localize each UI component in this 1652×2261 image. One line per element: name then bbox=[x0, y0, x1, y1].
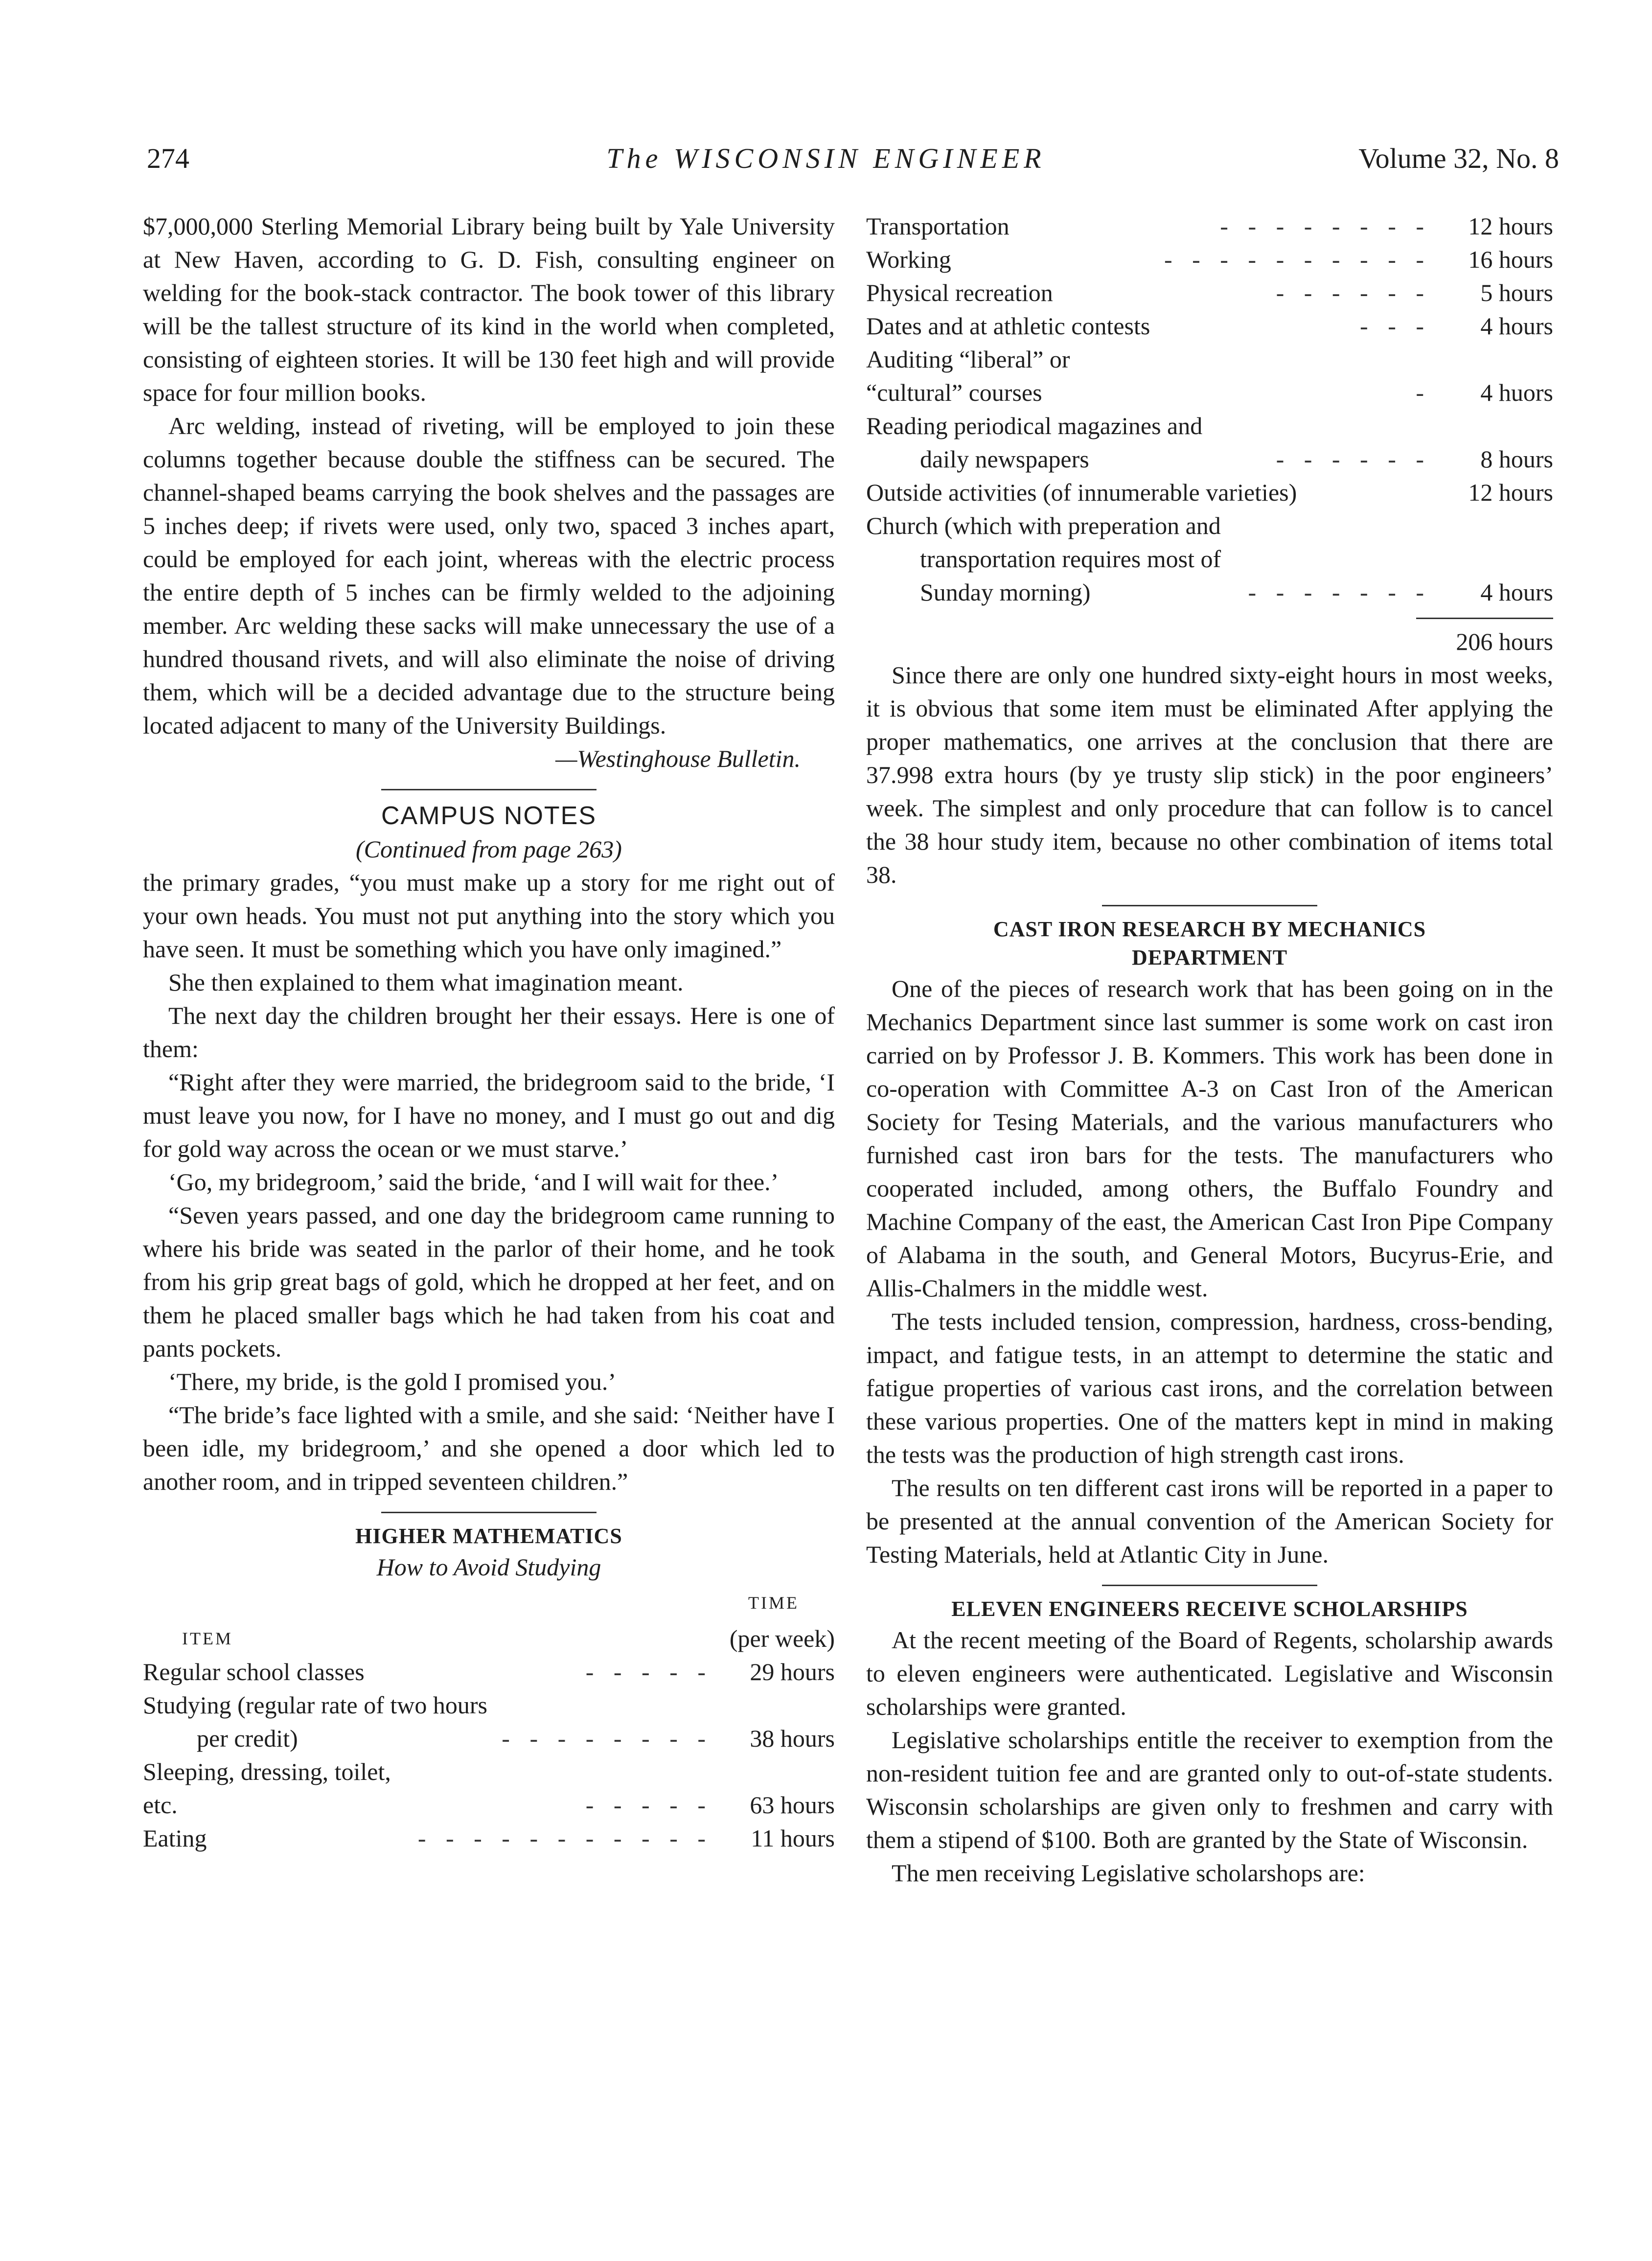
scholarship-paragraph: The men receiving Legislative scholarshops are: bbox=[892, 1859, 1365, 1887]
volume-info: Volume 32, No. 8 bbox=[1358, 142, 1559, 174]
row-item: Auditing “liberal” or “cultural” courses bbox=[866, 346, 1070, 406]
campus-paragraph: The next day the children brought her their essays. Here is one of them: bbox=[143, 1002, 835, 1062]
time-column-header: TIME bbox=[748, 1593, 799, 1613]
continued-note: (Continued from page 263) bbox=[356, 835, 622, 863]
scholarships-title: ELEVEN ENGINEERS RECEIVE SCHOLARSHIPS bbox=[951, 1597, 1468, 1621]
leader-dots: - - - bbox=[1360, 312, 1431, 340]
time-unit-header: (per week) bbox=[729, 1625, 835, 1652]
table-row bbox=[143, 1688, 835, 1722]
table-row bbox=[866, 409, 1553, 442]
attribution: —Westinghouse Bulletin. bbox=[555, 745, 801, 772]
leader-dots: - - - - - - - - - - - bbox=[417, 1824, 712, 1852]
row-item: daily newspapers bbox=[920, 445, 1089, 473]
row-hours: 4 hours bbox=[1480, 578, 1553, 606]
table-row bbox=[143, 1755, 835, 1822]
section-divider bbox=[1102, 1585, 1317, 1586]
table-row bbox=[143, 1822, 835, 1855]
section-divider bbox=[381, 1512, 597, 1513]
page-header bbox=[0, 142, 1652, 181]
higher-math-subtitle: How to Avoid Studying bbox=[376, 1553, 601, 1581]
leader-dots: - - - - - - - - bbox=[502, 1725, 712, 1752]
table-row bbox=[866, 309, 1553, 343]
right-column bbox=[866, 209, 1553, 1890]
sum-rule bbox=[1416, 618, 1553, 619]
cast-iron-paragraph: The tests included tension, compression, hardness, cross-bending, impact, and fatigue tests, in an attempt to determine the static and fatigue properties of various cast irons, and the correlation between these various properties. One of the matters kept in mind in making the tests was the production of high strength cast irons. bbox=[866, 1308, 1553, 1468]
leader-dots: - - - - - - bbox=[1276, 445, 1431, 473]
table-row bbox=[866, 243, 1553, 276]
row-hours: 11 hours bbox=[751, 1824, 835, 1852]
campus-paragraph: “Right after they were married, the bridegroom said to the bride, ‘I must leave you now, for I have no money, and I must go out and dig for gold way across the ocean or we must starve.’ bbox=[143, 1068, 835, 1162]
cast-iron-title bbox=[866, 915, 1553, 972]
table-row bbox=[866, 542, 1553, 576]
row-hours: 38 hours bbox=[750, 1725, 835, 1752]
table-row bbox=[866, 442, 1553, 476]
campus-paragraph: ‘There, my bride, is the gold I promised you.’ bbox=[168, 1368, 617, 1395]
leader-dots: - - - - - - - - - - bbox=[1164, 246, 1431, 273]
row-item: Reading periodical magazines and bbox=[866, 412, 1203, 439]
library-paragraph-1: $7,000,000 Sterling Memorial Library being built by Yale University at New Haven, according to G. D. Fish, consulting engineer on welding for the book-stack contractor. The book tower of this library will be the tallest structure of its kind in the world when completed, consisting of eighteen stories. It will be 130 feet high and will provide space for four million books. bbox=[143, 212, 835, 406]
row-hours: 8 hours bbox=[1480, 445, 1553, 473]
row-item: Church (which with preperation and bbox=[866, 512, 1221, 539]
hours-table-left bbox=[143, 1584, 835, 1855]
row-hours: 4 huors bbox=[1480, 379, 1553, 406]
row-item: Dates and at athletic contests bbox=[866, 312, 1150, 340]
row-hours: 12 hours bbox=[1468, 479, 1553, 506]
table-row bbox=[866, 343, 1553, 409]
campus-paragraph: ‘Go, my bridegroom,’ said the bride, ‘and I will wait for thee.’ bbox=[168, 1168, 779, 1196]
table-row bbox=[866, 509, 1553, 542]
row-hours: 63 hours bbox=[750, 1791, 835, 1819]
table-row bbox=[866, 576, 1553, 609]
campus-notes-title: CAMPUS NOTES bbox=[381, 802, 597, 830]
cast-iron-title-line-2: DEPARTMENT bbox=[1131, 946, 1288, 969]
leader-dots: - - - - - - - bbox=[1248, 578, 1431, 606]
higher-math-title: HIGHER MATHEMATICS bbox=[355, 1524, 622, 1548]
journal-title: The WISCONSIN ENGINEER bbox=[606, 142, 1046, 174]
leader-dots: - - - - - bbox=[585, 1791, 712, 1819]
library-paragraph-2: Arc welding, instead of riveting, will be employed to join these columns together because double the stiffness can be secured. The channel-shaped beams carrying the book shelves and the passages are 5 inches deep; if rivets were used, only two, spaced 3 inches apart, could be employed for each joint, whereas with the electric process the entire depth of 5 inches can be firmly welded to the adjoining member. Arc welding these sacks will make unnecessary the use of a hundred thousand rivets, and will also eliminate the noise of driving them, which will be a decided advantage due to the structure being located adjacent to many of the University Buildings. bbox=[143, 412, 835, 739]
hours-table-right bbox=[866, 209, 1553, 609]
row-hours: 16 hours bbox=[1468, 246, 1553, 273]
table-row bbox=[866, 476, 1553, 509]
row-hours: 4 hours bbox=[1480, 312, 1553, 340]
leader-dots: - - - - - bbox=[585, 1658, 712, 1685]
campus-paragraph: “Seven years passed, and one day the bridegroom came running to where his bride was seated in the parlor of their home, and he took from his grip great bags of gold, which he dropped at her feet, and on them he placed smaller bags which he had taken from his coat and pants pockets. bbox=[143, 1201, 835, 1362]
campus-paragraph: “The bride’s face lighted with a smile, and she said: ‘Neither have I been idle, my bridegroom,’ and she opened a door which led to another room, and in tripped seventeen children.” bbox=[143, 1401, 835, 1495]
row-item: Transportation bbox=[866, 212, 1010, 240]
row-hours: 12 hours bbox=[1468, 212, 1553, 240]
leader-dots: - bbox=[1416, 379, 1431, 406]
row-item: transportation requires most of bbox=[920, 545, 1221, 573]
row-item: Eating bbox=[143, 1824, 207, 1852]
row-item: Working bbox=[866, 246, 951, 273]
table-row bbox=[143, 1655, 835, 1688]
page-number: 274 bbox=[147, 142, 189, 174]
row-item: Outside activities (of innumerable varieties) bbox=[866, 479, 1297, 506]
scholarship-paragraph: At the recent meeting of the Board of Regents, scholarship awards to eleven engineers were authenticated. Legislative and Wisconsin scholarships were granted. bbox=[866, 1626, 1553, 1720]
cast-iron-paragraph: One of the pieces of research work that has been going on in the Mechanics Department since last summer is some work on cast iron carried on by Professor J. B. Kommers. This work has been done in co-operation with Committee A-3 on Cast Iron of the American Society for Tesing Materials, and the various manufacturers who furnished cast iron bars for the tests. The manufacturers who cooperated included, among others, the Buffalo Foundry and Machine Company of the east, the American Cast Iron Pipe Company of Alabama in the south, and General Motors, Bucyrus-Erie, and Allis-Chalmers in the middle west. bbox=[866, 975, 1553, 1302]
row-item: per credit) bbox=[197, 1725, 298, 1752]
campus-paragraph: She then explained to them what imagination meant. bbox=[168, 969, 684, 996]
scholarship-paragraph: Legislative scholarships entitle the receiver to exemption from the non-resident tuition fee and are granted only to out-of-state students. Wisconsin scholarships are given only to freshmen and carry with them a stipend of $100. Both are granted by the State of Wisconsin. bbox=[866, 1726, 1553, 1853]
table-row bbox=[143, 1722, 835, 1755]
row-hours: 29 hours bbox=[750, 1658, 835, 1685]
row-item: Sleeping, dressing, toilet, etc. bbox=[143, 1758, 391, 1819]
campus-paragraph: the primary grades, “you must make up a story for me right out of your own heads. You must not put anything into the story which you have seen. It must be something which you have only imagined.” bbox=[143, 869, 835, 963]
row-item: Studying (regular rate of two hours bbox=[143, 1691, 488, 1719]
total-hours: 206 hours bbox=[1456, 628, 1553, 655]
row-item: Physical recreation bbox=[866, 279, 1053, 306]
leader-dots: - - - - - - - - bbox=[1220, 212, 1431, 240]
left-column bbox=[143, 209, 835, 1855]
leader-dots: - - - - - - bbox=[1276, 279, 1431, 306]
row-item: Sunday morning) bbox=[920, 578, 1091, 606]
table-row bbox=[866, 209, 1553, 243]
section-divider bbox=[381, 789, 597, 790]
section-divider bbox=[1102, 905, 1317, 906]
cast-iron-paragraph: The results on ten different cast irons will be reported in a paper to be presented at the annual convention of the American Society for Testing Materials, held at Atlantic City in June. bbox=[866, 1474, 1553, 1568]
cast-iron-title-line-1: CAST IRON RESEARCH BY MECHANICS bbox=[993, 917, 1426, 941]
row-hours: 5 hours bbox=[1480, 279, 1553, 306]
math-conclusion: Since there are only one hundred sixty-eight hours in most weeks, it is obvious that some item must be eliminated After applying the proper mathematics, one arrives at the conclusion that there are 37.998 extra hours (by ye trusty slip stick) in the poor engineers’ week. The simplest and only procedure that can follow is to cancel the 38 hour study item, because no other combination of items total 38. bbox=[866, 661, 1553, 888]
item-column-header: ITEM bbox=[182, 1629, 233, 1648]
row-item: Regular school classes bbox=[143, 1658, 365, 1685]
table-row bbox=[866, 276, 1553, 309]
